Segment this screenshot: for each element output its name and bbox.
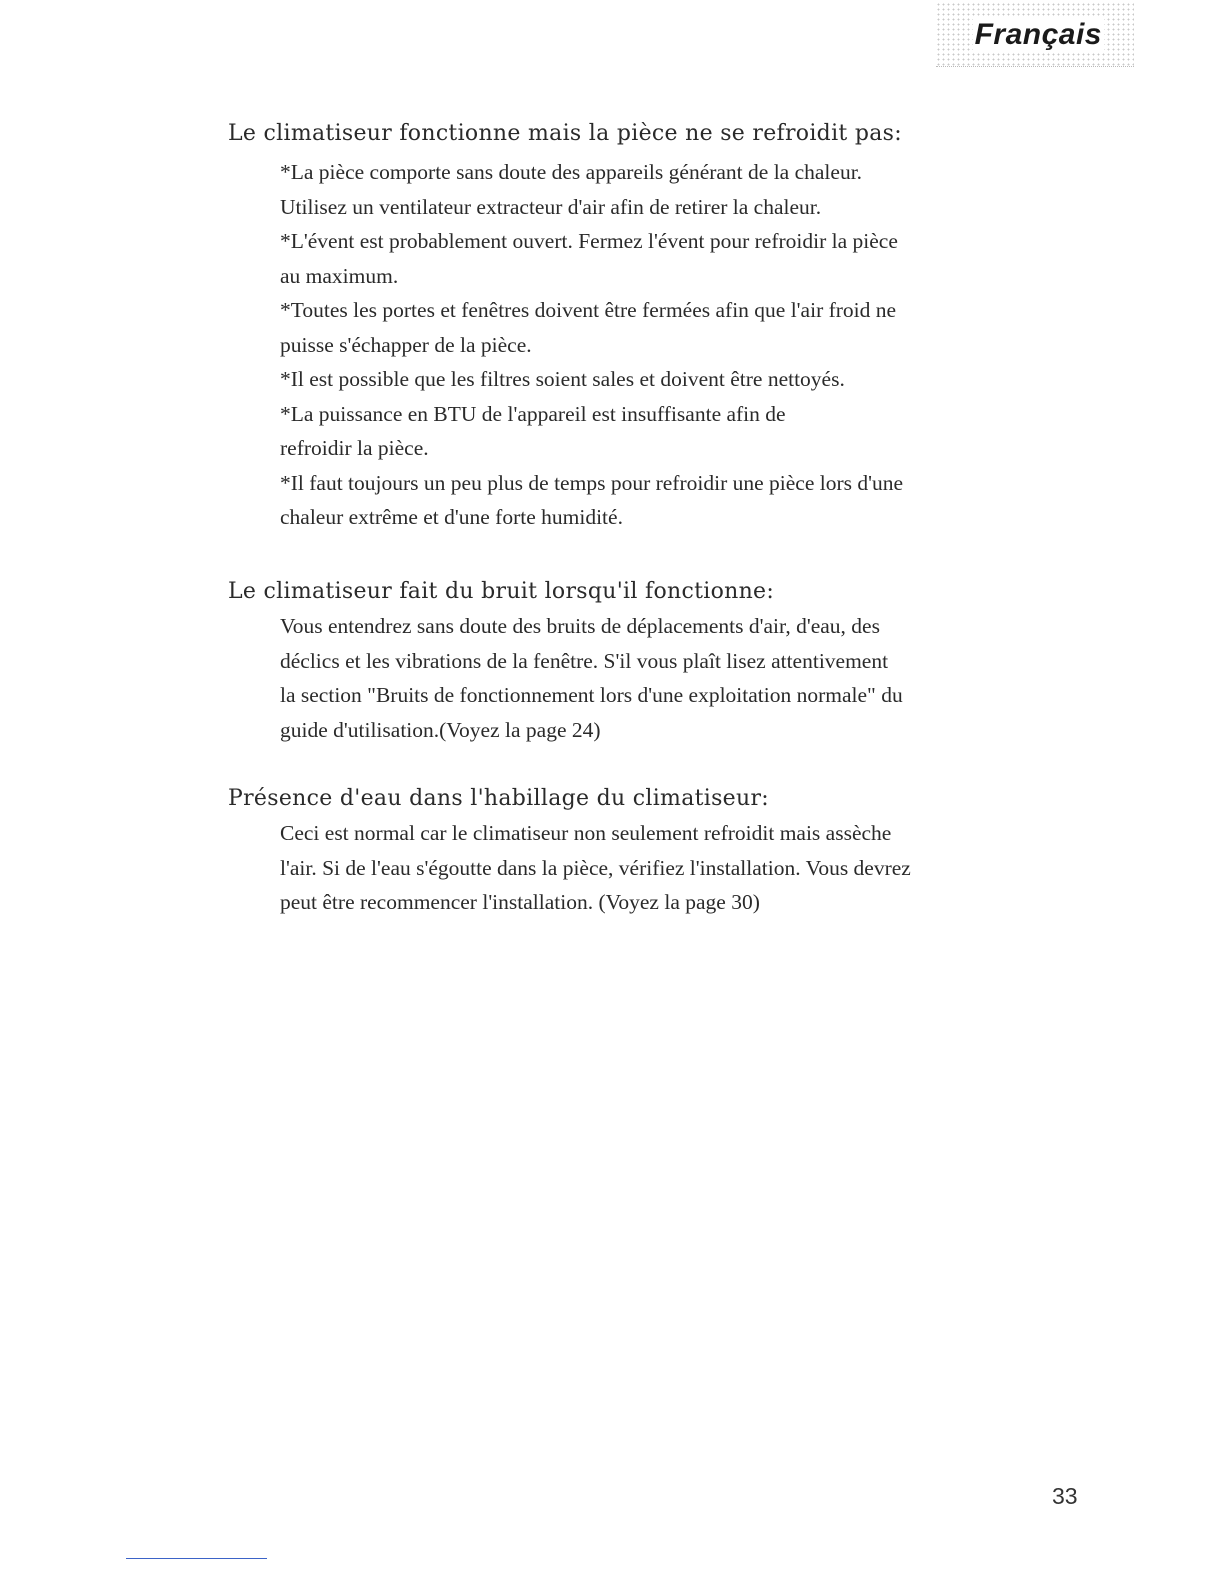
section-heading: Le climatiseur fait du bruit lorsqu'il fonctionne: bbox=[228, 579, 775, 604]
section-body bbox=[228, 155, 1028, 535]
page-number: 33 bbox=[1052, 1483, 1078, 1509]
body-line: *La pièce comporte sans doute des appareils générant de la chaleur. bbox=[280, 160, 863, 184]
language-tab bbox=[936, 2, 1134, 67]
body-line: Ceci est normal car le climatiseur non seulement refroidit mais assèche bbox=[280, 821, 892, 845]
section-body bbox=[228, 816, 1028, 920]
body-line: peut être recommencer l'installation. (Voyez la page 30) bbox=[280, 890, 760, 914]
section-heading: Le climatiseur fonctionne mais la pièce ne se refroidit pas: bbox=[228, 121, 902, 146]
body-line: *La puissance en BTU de l'appareil est insuffisante afin de bbox=[280, 401, 786, 426]
body-line: *Il faut toujours un peu plus de temps pour refroidir une pièce lors d'une bbox=[280, 470, 904, 495]
body-line: *Toutes les portes et fenêtres doivent être fermées afin que l'air froid ne bbox=[280, 298, 897, 322]
body-line: *L'évent est probablement ouvert. Fermez l'évent pour refroidir la pièce bbox=[280, 229, 898, 253]
body-line: l'air. Si de l'eau s'égoutte dans la pièce, vérifiez l'installation. Vous devrez bbox=[280, 855, 911, 880]
body-line: Vous entendrez sans doute des bruits de déplacements d'air, d'eau, des bbox=[280, 614, 880, 638]
body-line: refroidir la pièce. bbox=[280, 436, 429, 460]
body-line: déclics et les vibrations de la fenêtre. S'il vous plaît lisez attentivement bbox=[280, 648, 889, 673]
troubleshoot-section-water bbox=[228, 784, 1028, 920]
section-heading: Présence d'eau dans l'habillage du climatiseur: bbox=[228, 786, 770, 811]
body-line: la section "Bruits de fonctionnement lors d'une exploitation normale" du bbox=[280, 683, 903, 707]
body-line: puisse s'échapper de la pièce. bbox=[280, 332, 532, 357]
body-line: Utilisez un ventilateur extracteur d'air afin de retirer la chaleur. bbox=[280, 194, 822, 219]
section-body bbox=[228, 609, 1028, 747]
troubleshoot-section-noise bbox=[228, 577, 1028, 747]
troubleshoot-section-not-cooling bbox=[228, 119, 1028, 535]
body-line: au maximum. bbox=[280, 263, 399, 288]
footer-divider bbox=[126, 1558, 267, 1559]
body-line: *Il est possible que les filtres soient sales et doivent être nettoyés. bbox=[280, 367, 845, 391]
language-tab-label: Français bbox=[974, 18, 1102, 51]
body-line: guide d'utilisation.(Voyez la page 24) bbox=[280, 717, 601, 742]
body-line: chaleur extrême et d'une forte humidité. bbox=[280, 505, 623, 529]
